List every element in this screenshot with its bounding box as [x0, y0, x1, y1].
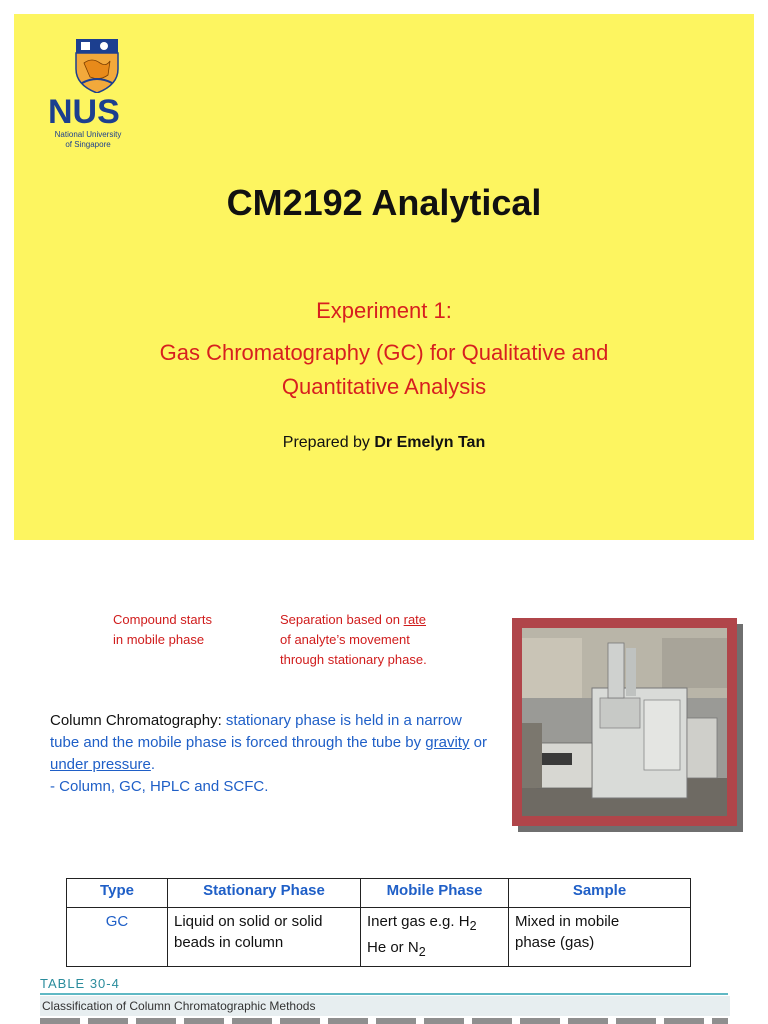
textbook-table-rule [40, 993, 728, 995]
mobile-phase-note [113, 610, 263, 650]
mobile-line2-text: He or N [367, 939, 419, 956]
course-title: CM2192 Analytical [226, 182, 542, 223]
gravity-term: gravity [425, 734, 470, 751]
period: . [150, 756, 156, 773]
mobile-line2-sub: 2 [418, 945, 426, 959]
title-slide [14, 14, 754, 540]
note2-line3: through stationary phase. [280, 652, 427, 667]
cell-stationary-phase [168, 908, 361, 967]
note2-rate: rate [403, 612, 427, 627]
experiment-label: Experiment 1: [316, 298, 452, 323]
column-chromatography-label: Column Chromatography: [50, 712, 226, 729]
experiment-title-line2: Quantitative Analysis [281, 374, 487, 399]
gc-instrument-photo-frame [512, 618, 737, 826]
column-chromatography-description [50, 710, 490, 798]
header-mobile-phase: Mobile Phase [361, 879, 509, 908]
header-type: Type [67, 879, 168, 908]
author-line [14, 434, 754, 452]
separation-note [280, 610, 500, 670]
cell-type: GC [67, 908, 168, 967]
chromatography-classification-table [66, 878, 691, 967]
nus-subtitle-line1: National University [54, 130, 122, 139]
sample-line1: Mixed in mobile [515, 913, 620, 930]
column-chromatography-definition: stationary phase is held in a narrow tube and the mobile phase is forced through the tube by [50, 712, 462, 751]
gc-instrument-photo [522, 628, 727, 816]
pressure-term: under pressure [50, 756, 151, 773]
sample-line2: phase (gas) [515, 934, 595, 951]
textbook-table-caption: Classification of Column Chromatographic Methods [40, 996, 730, 1016]
nus-crest-icon [74, 39, 120, 93]
nus-subtitle-line2: of Singapore [65, 140, 111, 149]
gc-lab-image [522, 628, 727, 816]
table-header-row [67, 879, 691, 908]
stationary-line2: beads in column [174, 934, 284, 951]
prepared-by-label: Prepared by [282, 434, 375, 451]
note2-line2: of analyte’s movement [280, 632, 410, 647]
note1-line2: in mobile phase [113, 632, 205, 647]
header-sample: Sample [509, 879, 691, 908]
note1-line1: Compound starts [113, 612, 212, 627]
textbook-table-label: TABLE 30-4 [40, 976, 120, 991]
mobile-line1-sub: 2 [469, 919, 477, 933]
or-connector: or [469, 734, 487, 751]
cell-mobile-phase [361, 908, 509, 967]
note2-line1-text: Separation based on [280, 612, 404, 627]
nus-wordmark: NUS [48, 93, 120, 131]
experiment-title [14, 336, 754, 404]
experiment-title-line1: Gas Chromatography (GC) for Qualitative and [159, 340, 609, 365]
nus-subtitle [54, 130, 122, 150]
header-stationary-phase: Stationary Phase [168, 879, 361, 908]
cell-sample [509, 908, 691, 967]
stationary-line1: Liquid on solid or solid [174, 913, 323, 930]
mobile-line2 [367, 937, 502, 963]
note2-line1 [280, 610, 500, 630]
author-name: Dr Emelyn Tan [374, 434, 486, 451]
cropped-text-row [40, 1018, 728, 1024]
mobile-line1 [367, 911, 502, 937]
column-methods-list: - Column, GC, HPLC and SCFC. [50, 778, 269, 795]
mobile-line1-text: Inert gas e.g. H [367, 913, 470, 930]
table-row [67, 908, 691, 967]
